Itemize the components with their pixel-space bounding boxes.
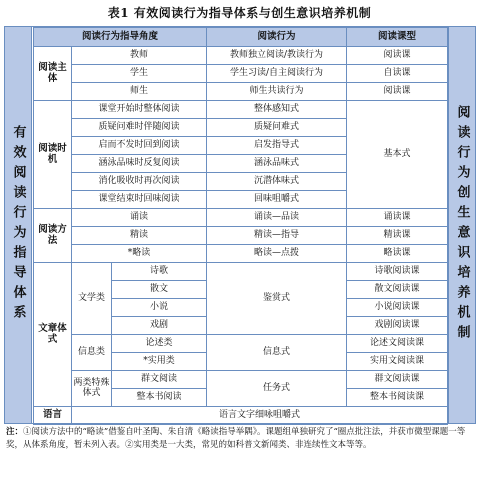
cell-angle: 涵泳品味时反复阅读: [72, 155, 207, 173]
cell-genre-item: 论述类: [112, 335, 207, 353]
cell-behavior: 质疑问难式: [207, 119, 347, 137]
cell-genre-item: 小说: [112, 299, 207, 317]
cell-course: 群文阅读课: [347, 371, 448, 389]
cell-behavior: 沉潜体味式: [207, 173, 347, 191]
cell-behavior: 师生共读行为: [207, 83, 347, 101]
cell-genre-item: 整本书阅读: [112, 389, 207, 407]
cell-language-behavior: 语言文字细咏咀嚼式: [72, 407, 448, 425]
table-row: [34, 407, 448, 425]
cell-course: 论述文阅读课: [347, 335, 448, 353]
right-banner-text: 阅读行为创生意识培养机制: [454, 105, 470, 345]
table-row: [34, 209, 448, 227]
table-title: 表1 有效阅读行为指导体系与创生意识培养机制: [107, 6, 372, 20]
header-course: 阅读课型: [347, 28, 448, 47]
cell-course-merged: 基本式: [347, 101, 448, 209]
cell-course: 散文阅读课: [347, 281, 448, 299]
cell-behavior: 涵泳品味式: [207, 155, 347, 173]
table-row: [34, 245, 448, 263]
cell-course: 实用文阅读课: [347, 353, 448, 371]
cell-genre-item: 诗歌: [112, 263, 207, 281]
cell-course: 整本书阅读课: [347, 389, 448, 407]
header-row: [34, 28, 448, 47]
subgroup-info: 信息类: [72, 335, 112, 371]
cell-behavior: 精读—指导: [207, 227, 347, 245]
cell-course: 诗歌阅读课: [347, 263, 448, 281]
cell-course: 诵读课: [347, 209, 448, 227]
table-row: [34, 65, 448, 83]
group-genre: 文章体式: [34, 263, 72, 407]
cell-genre-item: *实用类: [112, 353, 207, 371]
cell-genre-item: 散文: [112, 281, 207, 299]
cell-angle: 精读: [72, 227, 207, 245]
cell-angle: 启而不发时回到阅读: [72, 137, 207, 155]
table-row: [34, 101, 448, 119]
cell-genre-item: 群文阅读: [112, 371, 207, 389]
header-behavior: 阅读行为: [207, 28, 347, 47]
group-subject: 阅读主体: [34, 47, 72, 101]
cell-behavior: 启发指导式: [207, 137, 347, 155]
cell-behavior: 学生习读/自主阅读行为: [207, 65, 347, 83]
cell-course: 小说阅读课: [347, 299, 448, 317]
left-banner: [5, 27, 32, 423]
cell-behavior-special: 任务式: [207, 371, 347, 407]
table-row: [34, 47, 448, 65]
right-banner: [448, 27, 475, 423]
cell-course: 精读课: [347, 227, 448, 245]
cell-behavior: 略读—点拨: [207, 245, 347, 263]
cell-angle: 课堂结束时回味阅读: [72, 191, 207, 209]
cell-angle: 课堂开始时整体阅读: [72, 101, 207, 119]
cell-angle: 质疑问难时伴随阅读: [72, 119, 207, 137]
table-row: [34, 371, 448, 389]
cell-behavior: 教师独立阅读/教读行为: [207, 47, 347, 65]
subgroup-special: 两类特殊体式: [72, 371, 112, 407]
group-timing: 阅读时机: [34, 101, 72, 209]
table-row: [34, 83, 448, 101]
table-row: [34, 263, 448, 281]
cell-angle: 学生: [72, 65, 207, 83]
cell-angle: 诵读: [72, 209, 207, 227]
cell-behavior: 回味咀嚼式: [207, 191, 347, 209]
cell-angle: 教师: [72, 47, 207, 65]
cell-course: 自读课: [347, 65, 448, 83]
cell-course: 略读课: [347, 245, 448, 263]
left-banner-text: 有效阅读行为指导体系: [10, 125, 26, 325]
cell-angle: *略读: [72, 245, 207, 263]
cell-angle: 消化吸收时再次阅读: [72, 173, 207, 191]
cell-course: 阅读课: [347, 83, 448, 101]
cell-behavior-literature: 鉴赏式: [207, 263, 347, 335]
cell-course: 阅读课: [347, 47, 448, 65]
cell-course: 戏剧阅读课: [347, 317, 448, 335]
table-frame: [4, 26, 476, 424]
table-row: [34, 227, 448, 245]
note-label: 注：: [6, 427, 24, 437]
cell-angle: 师生: [72, 83, 207, 101]
cell-genre-item: 戏剧: [112, 317, 207, 335]
header-angle: 阅读行为指导角度: [34, 28, 207, 47]
note-text: ①阅读方法中的“略读”借鉴自叶圣陶、朱自清《略读指导举隅》。课题组单独研究了“圈点批注法，并获市微型课题一等奖，从体系角度，暂未列入表。②实用类是一大类，常见的如科普文新闻类、非连续性文本等等。: [6, 427, 466, 451]
group-method: 阅读方法: [34, 209, 72, 263]
table-note: [6, 426, 472, 452]
group-language: 语言: [34, 407, 72, 425]
reading-system-table: [33, 27, 448, 425]
cell-behavior: 诵读—品读: [207, 209, 347, 227]
cell-behavior: 整体感知式: [207, 101, 347, 119]
table-row: [34, 335, 448, 353]
subgroup-literature: 文学类: [72, 263, 112, 335]
cell-behavior-info: 信息式: [207, 335, 347, 371]
